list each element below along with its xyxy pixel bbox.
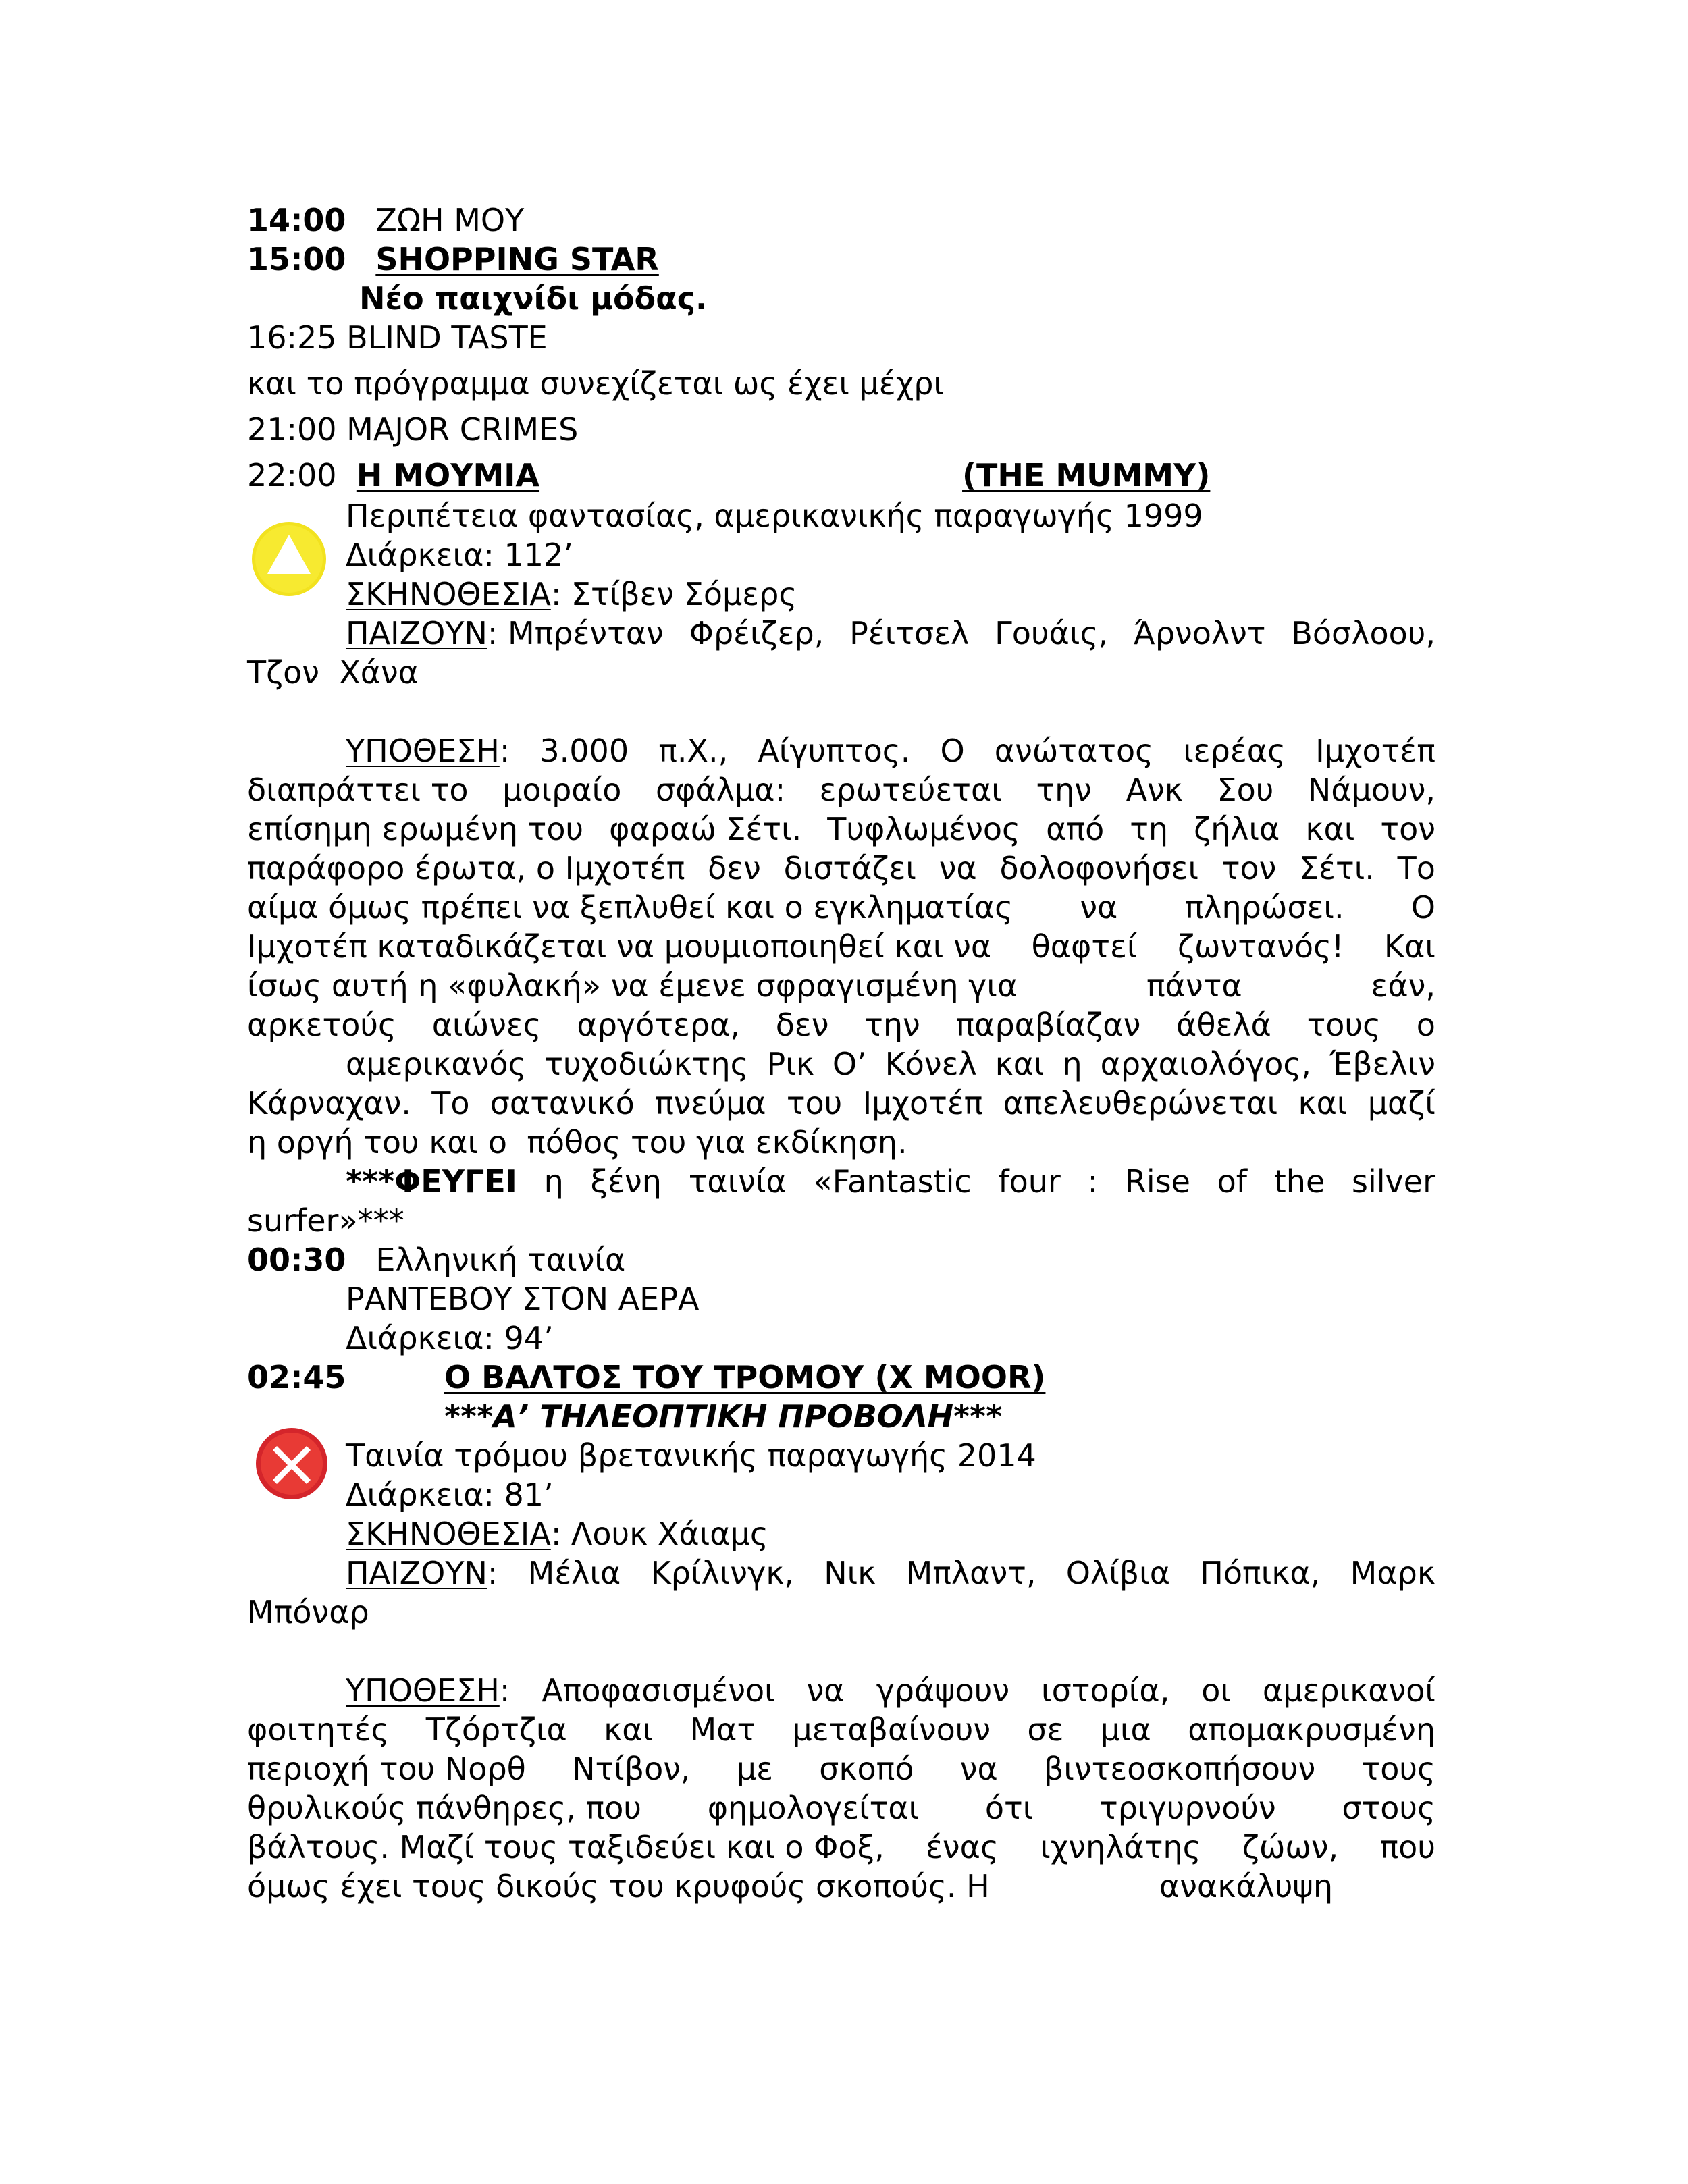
- plot-line: φοιτητές Τζόρτζια και Ματ μεταβαίνουν σε μια απομακρυσμένη: [247, 1711, 1435, 1748]
- schedule-entry-0030: [247, 1241, 625, 1279]
- entry-title: ΖΩΗ ΜΟΥ: [375, 202, 525, 238]
- premiere-note: ***Α’ ΤΗΛΕΟΠΤΙΚΗ ΠΡΟΒΟΛΗ***: [444, 1398, 1003, 1435]
- plot-line: περιοχή του Νορθ Ντίβον, με σκοπό να βιντεοσκοπήσουν τους: [247, 1751, 1435, 1787]
- director-name: : Στίβεν Σόμερς: [550, 576, 797, 612]
- schedule-entry-1625: 16:25 BLIND TASTE: [247, 319, 548, 356]
- plot-line: η οργή του και ο πόθος του για εκδίκηση.: [247, 1124, 907, 1161]
- entry-time: 00:30: [247, 1242, 346, 1278]
- yellow-triangle-rating-icon: [250, 520, 328, 598]
- entry-type: Ελληνική ταινία: [375, 1242, 626, 1278]
- departure-note-line-2: surfer»***: [247, 1202, 404, 1239]
- entry-time: 02:45: [247, 1359, 346, 1395]
- entry-duration: Διάρκεια: 94’: [346, 1320, 554, 1356]
- plot-line: θρυλικούς πάνθηρες, που φημολογείται ότι τριγυρνούν στους: [247, 1790, 1435, 1826]
- entry-title: SHOPPING STAR: [375, 241, 659, 277]
- entry-genre: Περιπέτεια φαντασίας, αμερικανικής παραγωγής 1999: [346, 498, 1203, 534]
- entry-cast-line-1: ΠΑΙΖΟΥΝ: Μέλια Κρίλινγκ, Νικ Μπλαντ, Ολίβια Πόπικα, Μαρκ: [346, 1555, 1435, 1591]
- entry-genre: Ταινία τρόμου βρετανικής παραγωγής 2014: [346, 1437, 1036, 1474]
- entry-cast-line-2: Μπόναρ: [247, 1594, 369, 1630]
- cast-label: ΠΑΙΖΟΥΝ: [346, 615, 487, 651]
- schedule-entry-1500: [247, 240, 659, 278]
- entry-title: ΡΑΝΤΕΒΟΥ ΣΤΟΝ ΑΕΡΑ: [346, 1281, 700, 1317]
- plot-line: αίμα όμως πρέπει να ξεπλυθεί και ο εγκληματίας να πληρώσει. Ο: [247, 889, 1435, 926]
- entry-title-greek: Η ΜΟΥΜΙΑ: [356, 457, 540, 494]
- schedule-entry-0245: [247, 1358, 346, 1396]
- entry-subtitle: Νέο παιχνίδι μόδας.: [359, 280, 708, 317]
- entry-director: [346, 1515, 768, 1553]
- plot-line: όμως έχει τους δικούς του κρυφούς σκοπούς. Η ανακάλυψη: [247, 1868, 1333, 1905]
- schedule-entry-2200: [247, 456, 1210, 494]
- entry-director: [346, 575, 797, 613]
- continuation-note: και το πρόγραμμα συνεχίζεται ως έχει μέχρι: [247, 365, 944, 402]
- plot-line: επίσημη ερωμένη του φαραώ Σέτι. Τυφλωμένος από τη ζήλια και τον: [247, 811, 1435, 847]
- entry-title: [357, 457, 1211, 494]
- red-x-rating-icon: [254, 1426, 329, 1501]
- entry-cast-line-1: ΠΑΙΖΟΥΝ: Μπρένταν Φρέιζερ, Ρέιτσελ Γουάις, Άρνολντ Βόσλοου,: [346, 615, 1435, 651]
- plot-line: Ιμχοτέπ καταδικάζεται να μουμιοποιηθεί και να θαφτεί ζωντανός! Και: [247, 928, 1435, 965]
- cast-label: ΠΑΙΖΟΥΝ: [346, 1555, 487, 1591]
- plot-line: ΥΠΟΘΕΣΗ: Αποφασισμένοι να γράψουν ιστορία, οι αμερικανοί: [346, 1672, 1435, 1709]
- entry-title: Ο ΒΑΛΤΟΣ ΤΟΥ ΤΡΟΜΟΥ (X MOOR): [444, 1359, 1046, 1395]
- plot-label: ΥΠΟΘΕΣΗ: [346, 733, 500, 769]
- entry-cast-line-2: Τζον Χάνα: [247, 654, 419, 691]
- plot-label: ΥΠΟΘΕΣΗ: [346, 1672, 500, 1709]
- director-label: ΣΚΗΝΟΘΕΣΙΑ: [346, 1516, 551, 1552]
- entry-duration: Διάρκεια: 112’: [346, 537, 573, 573]
- entry-duration: Διάρκεια: 81’: [346, 1476, 554, 1513]
- plot-line: ΥΠΟΘΕΣΗ: 3.000 π.Χ., Αίγυπτος. Ο ανώτατος ιερέας Ιμχοτέπ: [346, 733, 1435, 769]
- plot-line: αμερικανός τυχοδιώκτης Ρικ Ο’ Κόνελ και η αρχαιολόγος, Έβελιν: [346, 1046, 1435, 1082]
- schedule-entry-2100: 21:00 MAJOR CRIMES: [247, 411, 579, 448]
- entry-time: 14:00: [247, 202, 346, 238]
- entry-time: 22:00: [247, 457, 337, 494]
- entry-time: 15:00: [247, 241, 346, 277]
- director-label: ΣΚΗΝΟΘΕΣΙΑ: [346, 576, 551, 612]
- cast-text: ΠΑΙΖΟΥΝ: Μπρένταν: [346, 615, 664, 651]
- plot-line: βάλτους. Μαζί τους ταξιδεύει και ο Φοξ, ένας ιχνηλάτης ζώων, που: [247, 1829, 1435, 1865]
- plot-line: διαπράττει το μοιραίο σφάλμα: ερωτεύεται την Ανκ Σου Νάμουν,: [247, 772, 1435, 808]
- entry-title-english: (THE MUMMY): [962, 457, 1211, 494]
- plot-line: Κάρναχαν. Το σατανικό πνεύμα του Ιμχοτέπ απελευθερώνεται και μαζί: [247, 1085, 1435, 1121]
- plot-line: αρκετούς αιώνες αργότερα, δεν την παραβίαζαν άθελά τους ο: [247, 1007, 1435, 1043]
- plot-line: παράφορο έρωτα, ο Ιμχοτέπ δεν διστάζει να δολοφονήσει τον Σέτι. Το: [247, 850, 1435, 886]
- schedule-entry-1400: [247, 201, 524, 239]
- plot-line: ίσως αυτή η «φυλακή» να έμενε σφραγισμένη για πάντα εάν,: [247, 967, 1435, 1004]
- director-name: : Λουκ Χάιαμς: [550, 1516, 768, 1552]
- departure-note: ***ΦΕΥΓΕΙ η ξένη ταινία «Fantastic four : Rise of the silver: [346, 1163, 1435, 1200]
